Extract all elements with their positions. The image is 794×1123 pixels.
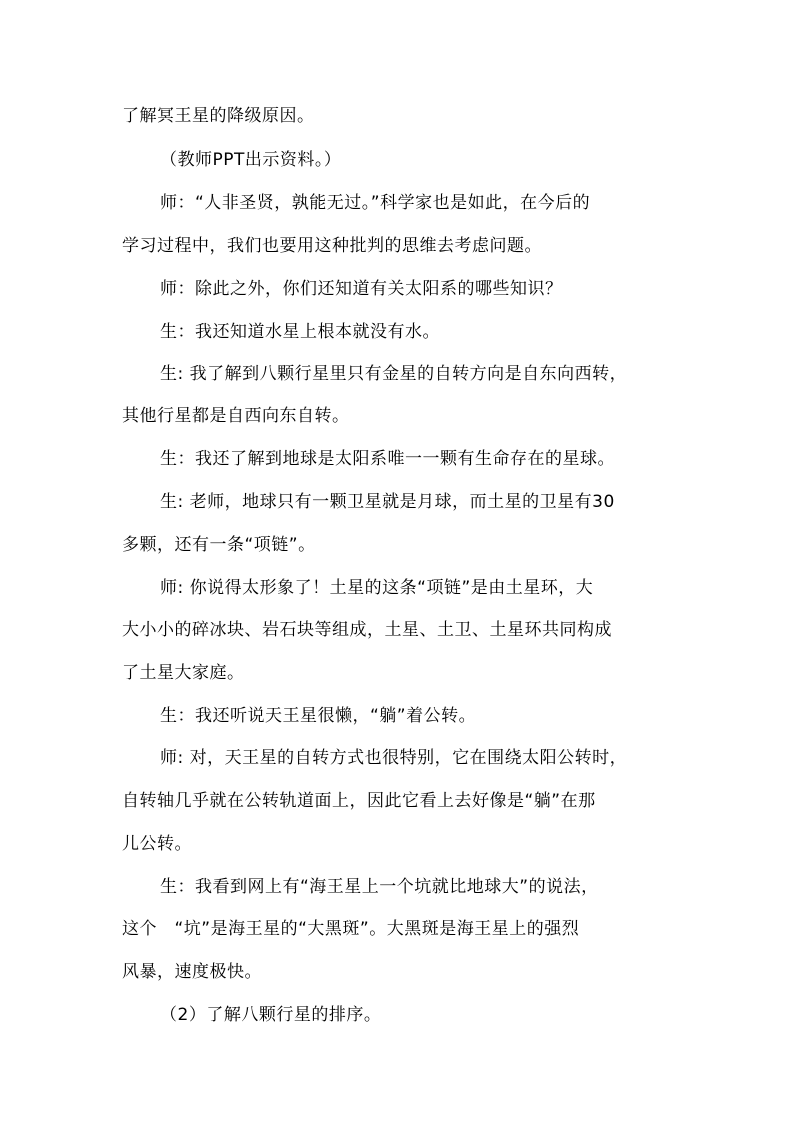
text-line: 风暴，速度极快。 — [122, 962, 262, 982]
text-line: 师：“人非圣贤，孰能无过。”科学家也是如此，在今后的 — [160, 193, 591, 213]
text-line: 这个 “坑”是海王星的“大黑斑”。大黑斑是海王星上的强烈 — [122, 919, 580, 939]
text-line: 其他行星都是自西向东自转。 — [122, 406, 350, 426]
text-line: （2）了解八颗行星的排序。 — [160, 1005, 382, 1025]
text-line: （教师PPT出示资料。） — [160, 150, 342, 170]
text-line: 生: 我了解到八颗行星里只有金星的自转方向是自东向西转， — [160, 364, 628, 384]
text-line: 师: 对，天王星的自转方式也很特别，它在围绕太阳公转时， — [160, 748, 628, 768]
text-line: 儿公转。 — [122, 834, 192, 854]
text-line: 师: 你说得太形象了！土星的这条“项链”是由土星环，大 — [160, 578, 594, 598]
text-line: 师：除此之外，你们还知道有关太阳系的哪些知识？ — [160, 279, 563, 299]
text-line: 多颗，还有一条“项链”。 — [122, 535, 316, 555]
text-line: 了土星大家庭。 — [122, 663, 245, 683]
text-line: 生: 老师，地球只有一颗卫星就是月球，而土星的卫星有30 — [160, 492, 615, 512]
text-line: 生：我看到网上有“海王星上一个坑就比地球大”的说法， — [160, 877, 599, 897]
text-line: 学习过程中，我们也要用这种批判的思维去考虑问题。 — [122, 236, 542, 256]
text-line: 生：我还了解到地球是太阳系唯一一颗有生命存在的星球。 — [160, 449, 615, 469]
text-line: 大小小的碎冰块、岩石块等组成，土星、土卫、土星环共同构成 — [122, 620, 612, 640]
text-line: 生：我还听说天王星很懒，“躺”着公转。 — [160, 706, 477, 726]
text-line: 生：我还知道水星上根本就没有水。 — [160, 322, 440, 342]
text-line: 自转轴几乎就在公转轨道面上，因此它看上去好像是“躺”在那 — [122, 791, 596, 811]
text-line: 了解冥王星的降级原因。 — [122, 106, 315, 126]
